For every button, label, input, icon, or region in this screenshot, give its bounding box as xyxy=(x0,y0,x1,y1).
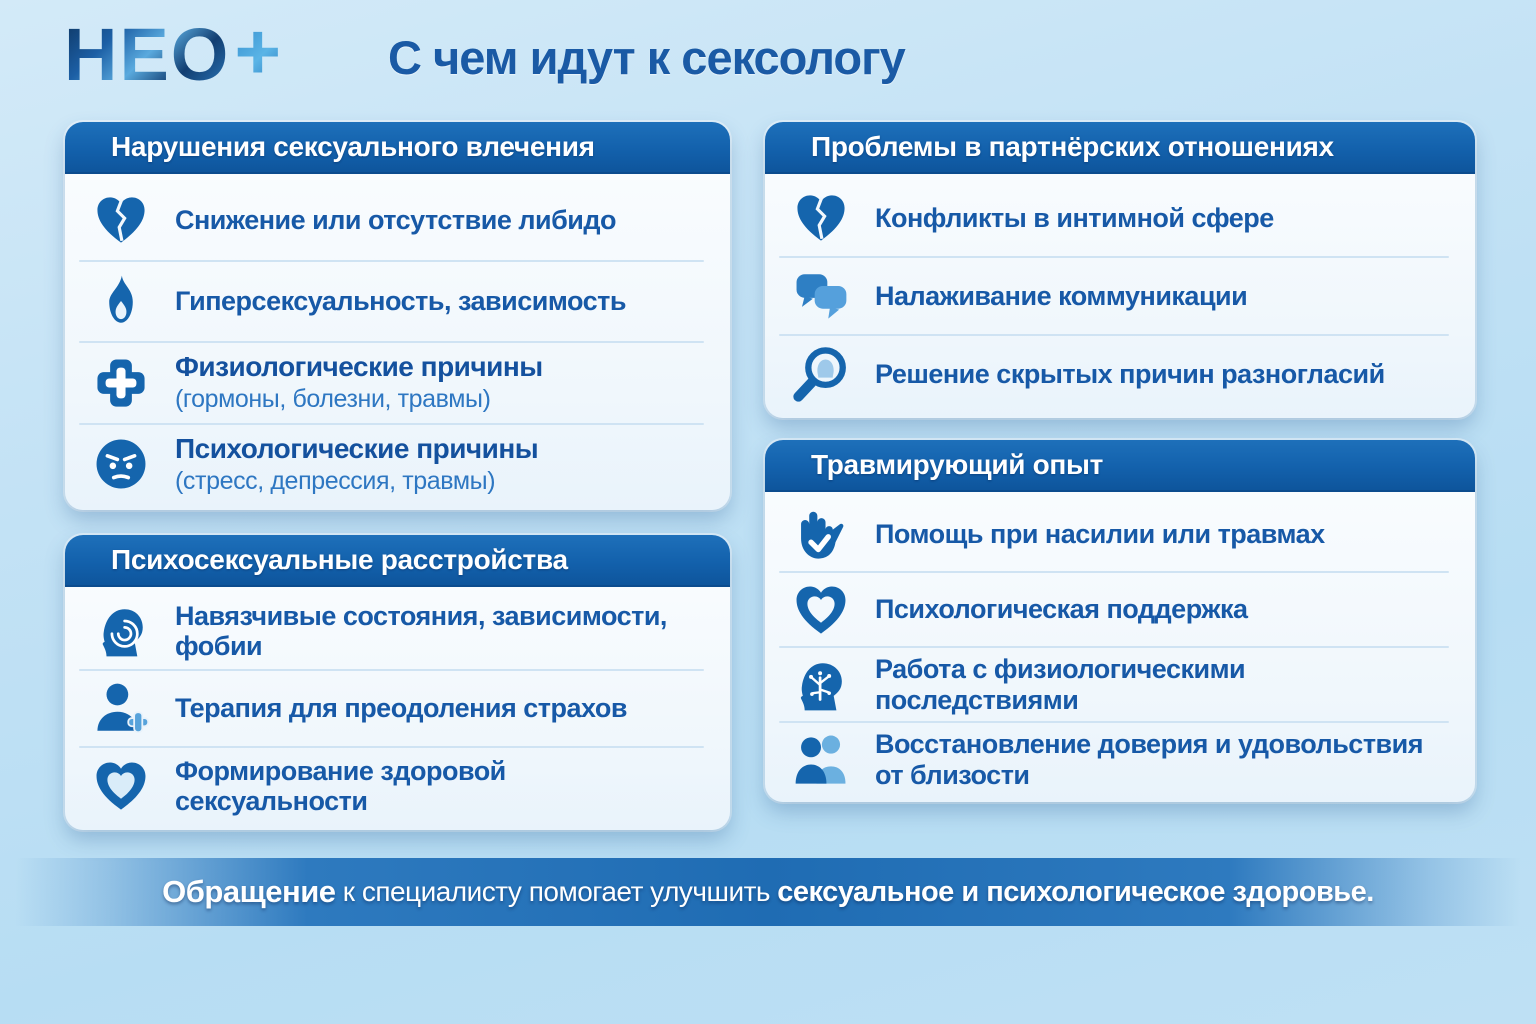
list-item-label: Психологические причины xyxy=(175,432,539,464)
list-item-label: Конфликты в интимной сфере xyxy=(875,202,1274,233)
list-item xyxy=(65,425,730,505)
card-body xyxy=(765,174,1475,418)
card-header: Нарушения сексуального влечения xyxy=(65,122,730,174)
card-traumatic-experience xyxy=(765,440,1475,802)
broken-heart-icon xyxy=(791,188,851,248)
worried-face-icon xyxy=(91,434,151,494)
neo-plus-logo xyxy=(64,7,284,96)
layered-heart-icon xyxy=(91,756,151,816)
list-item xyxy=(65,343,730,423)
card-header: Психосексуальные расстройства xyxy=(65,535,730,587)
card-header: Травмирующий опыт xyxy=(765,440,1475,492)
medical-cross-icon xyxy=(91,353,151,413)
card-partner-relationship-problems xyxy=(765,122,1475,418)
list-item xyxy=(765,723,1475,796)
footer-banner xyxy=(0,858,1536,926)
card-psychosexual-disorders xyxy=(65,535,730,830)
list-item-sublabel: (стресс, депрессия, травмы) xyxy=(175,466,496,495)
list-item-label: Восстановление доверия и удовольствия от близости xyxy=(875,729,1423,790)
logo-plus-icon: + xyxy=(234,7,284,96)
list-item-label: Физиологические причины xyxy=(175,351,543,383)
list-item xyxy=(65,180,730,260)
list-item-label: Гиперсексуальность, зависимость xyxy=(175,286,626,317)
list-item xyxy=(65,262,730,342)
layered-heart-icon xyxy=(791,580,851,640)
list-item xyxy=(765,573,1475,646)
flame-icon xyxy=(91,271,151,331)
head-spiral-icon xyxy=(91,601,151,661)
card-sexual-desire-disorders xyxy=(65,122,730,510)
list-item-sublabel: (гормоны, болезни, травмы) xyxy=(175,385,491,414)
broken-heart-icon xyxy=(91,190,151,250)
list-item xyxy=(65,593,730,669)
logo-text: НЕО xyxy=(64,13,231,96)
banner-text-bold: Обращение xyxy=(162,874,336,909)
banner-text-semibold: сексуальное и психологическое здоровье. xyxy=(777,875,1374,908)
list-item-label: Работа с физиологическими последствиями xyxy=(875,654,1246,715)
hand-check-icon xyxy=(791,505,851,565)
list-item xyxy=(765,648,1475,721)
list-item xyxy=(765,258,1475,334)
banner-text-regular: к специалисту помогает улучшить xyxy=(335,876,778,907)
list-item-label: Налаживание коммуникации xyxy=(875,280,1248,311)
card-body xyxy=(65,174,730,510)
card-body xyxy=(765,492,1475,802)
list-item xyxy=(765,336,1475,412)
list-item xyxy=(765,180,1475,256)
list-item xyxy=(765,498,1475,571)
head-tree-icon xyxy=(791,655,851,715)
list-item-label: Психологическая поддержка xyxy=(875,594,1248,625)
chat-bubbles-icon xyxy=(791,266,851,326)
list-item-label: Формирование здоровой сексуальности xyxy=(175,755,506,817)
list-item-label: Снижение или отсутствие либидо xyxy=(175,204,617,235)
magnifier-head-icon xyxy=(791,344,851,404)
list-item xyxy=(65,671,730,747)
list-item-label: Помощь при насилии или травмах xyxy=(875,519,1325,550)
page-title: С чем идут к сексологу xyxy=(388,31,905,84)
person-plus-icon xyxy=(91,679,151,739)
list-item xyxy=(65,748,730,824)
list-item-label: Решение скрытых причин разногласий xyxy=(875,358,1385,389)
card-header: Проблемы в партнёрских отношениях xyxy=(765,122,1475,174)
list-item-label: Навязчивые состояния, зависимости, фобии xyxy=(175,600,667,661)
list-item-label: Терапия для преодоления страхов xyxy=(175,693,627,724)
card-body xyxy=(65,587,730,830)
couple-embrace-icon xyxy=(791,730,851,790)
